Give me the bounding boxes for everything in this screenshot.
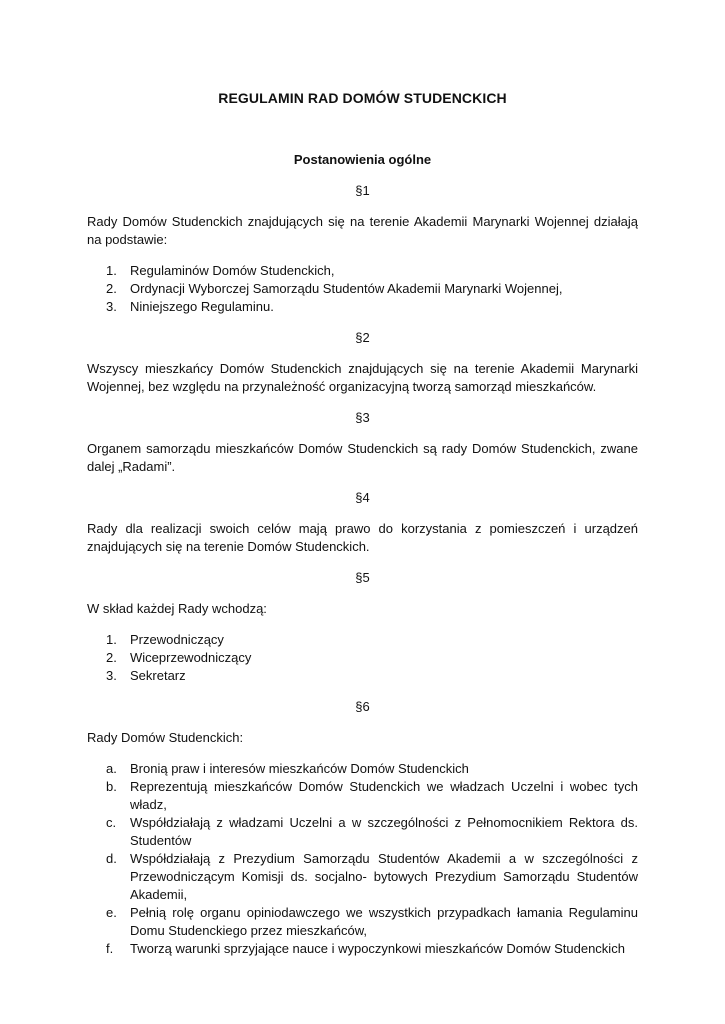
list-item-text: Niniejszego Regulaminu. bbox=[130, 299, 274, 314]
paragraph-sign-1: §1 bbox=[355, 183, 370, 198]
list-item bbox=[87, 649, 638, 667]
paragraph-sign-4: §4 bbox=[355, 490, 370, 505]
list-item-text: Pełnią rolę organu opiniodawczego we wszystkich przypadkach łamania Regulaminu Domu Studenckiego przez mieszkańców, bbox=[130, 905, 638, 938]
list-item-text: Przewodniczący bbox=[130, 632, 224, 647]
paragraph-6-list bbox=[87, 760, 638, 958]
paragraph-4-text: Rady dla realizacji swoich celów mają prawo do korzystania z pomieszczeń i urządzeń znajdujących się na terenie Domów Studenckich. bbox=[87, 521, 638, 554]
paragraph-2-text: Wszyscy mieszkańcy Domów Studenckich znajdujących się na terenie Akademii Marynarki Wojennej, bez względu na przynależność organizacyjną tworzą samorząd mieszkańców. bbox=[87, 361, 638, 394]
list-item bbox=[87, 760, 638, 778]
list-item bbox=[87, 850, 638, 904]
list-marker: e. bbox=[106, 905, 117, 920]
list-marker: 1. bbox=[106, 632, 117, 647]
list-item bbox=[87, 631, 638, 649]
list-item-text: Współdziałają z Prezydium Samorządu Studentów Akademii a w szczególności z Przewodniczącym Komisji ds. socjalno- bytowych Prezydium Samorządu Studentów Akademii, bbox=[130, 851, 638, 902]
list-item bbox=[87, 298, 638, 316]
paragraph-1-list bbox=[87, 262, 638, 316]
paragraph-3-text: Organem samorządu mieszkańców Domów Studenckich są rady Domów Studenckich, zwane dalej „Radami”. bbox=[87, 441, 638, 474]
list-item-text: Sekretarz bbox=[130, 668, 186, 683]
paragraph-sign-6: §6 bbox=[355, 699, 370, 714]
section-heading: Postanowienia ogólne bbox=[293, 152, 432, 167]
paragraph-sign-3: §3 bbox=[355, 410, 370, 425]
list-item bbox=[87, 778, 638, 814]
list-marker: b. bbox=[106, 779, 117, 794]
list-marker: 3. bbox=[106, 668, 117, 683]
list-item bbox=[87, 940, 638, 958]
paragraph-sign-2: §2 bbox=[355, 330, 370, 345]
list-marker: d. bbox=[106, 851, 117, 866]
list-marker: c. bbox=[106, 815, 117, 830]
list-item-text: Regulaminów Domów Studenckich, bbox=[130, 263, 335, 278]
list-item-text: Ordynacji Wyborczej Samorządu Studentów Akademii Marynarki Wojennej, bbox=[130, 281, 563, 296]
list-item-text: Reprezentują mieszkańców Domów Studenckich we władzach Uczelni i wobec tych władz, bbox=[130, 779, 638, 812]
list-item-text: Bronią praw i interesów mieszkańców Domów Studenckich bbox=[130, 761, 469, 776]
list-item-text: Tworzą warunki sprzyjające nauce i wypoczynkowi mieszkańców Domów Studenckich bbox=[130, 941, 625, 956]
paragraph-5-list bbox=[87, 631, 638, 685]
list-marker: 2. bbox=[106, 650, 117, 665]
document-title: REGULAMIN RAD DOMÓW STUDENCKICH bbox=[218, 90, 507, 106]
list-item bbox=[87, 280, 638, 298]
list-item bbox=[87, 262, 638, 280]
list-marker: a. bbox=[106, 761, 117, 776]
list-marker: f. bbox=[106, 941, 114, 956]
paragraph-sign-5: §5 bbox=[355, 570, 370, 585]
paragraph-1-text: Rady Domów Studenckich znajdujących się na terenie Akademii Marynarki Wojennej działają na podstawie: bbox=[87, 214, 638, 247]
list-marker: 1. bbox=[106, 263, 117, 278]
document-body bbox=[87, 151, 638, 971]
list-marker: 2. bbox=[106, 281, 117, 296]
list-item bbox=[87, 904, 638, 940]
list-marker: 3. bbox=[106, 299, 117, 314]
paragraph-6-text: Rady Domów Studenckich: bbox=[87, 730, 244, 745]
list-item-text: Wiceprzewodniczący bbox=[130, 650, 252, 665]
list-item bbox=[87, 814, 638, 850]
list-item bbox=[87, 667, 638, 685]
list-item-text: Współdziałają z władzami Uczelni a w szczególności z Pełnomocnikiem Rektora ds. Studentów bbox=[130, 815, 638, 848]
paragraph-5-text: W skład każdej Rady wchodzą: bbox=[87, 601, 267, 616]
